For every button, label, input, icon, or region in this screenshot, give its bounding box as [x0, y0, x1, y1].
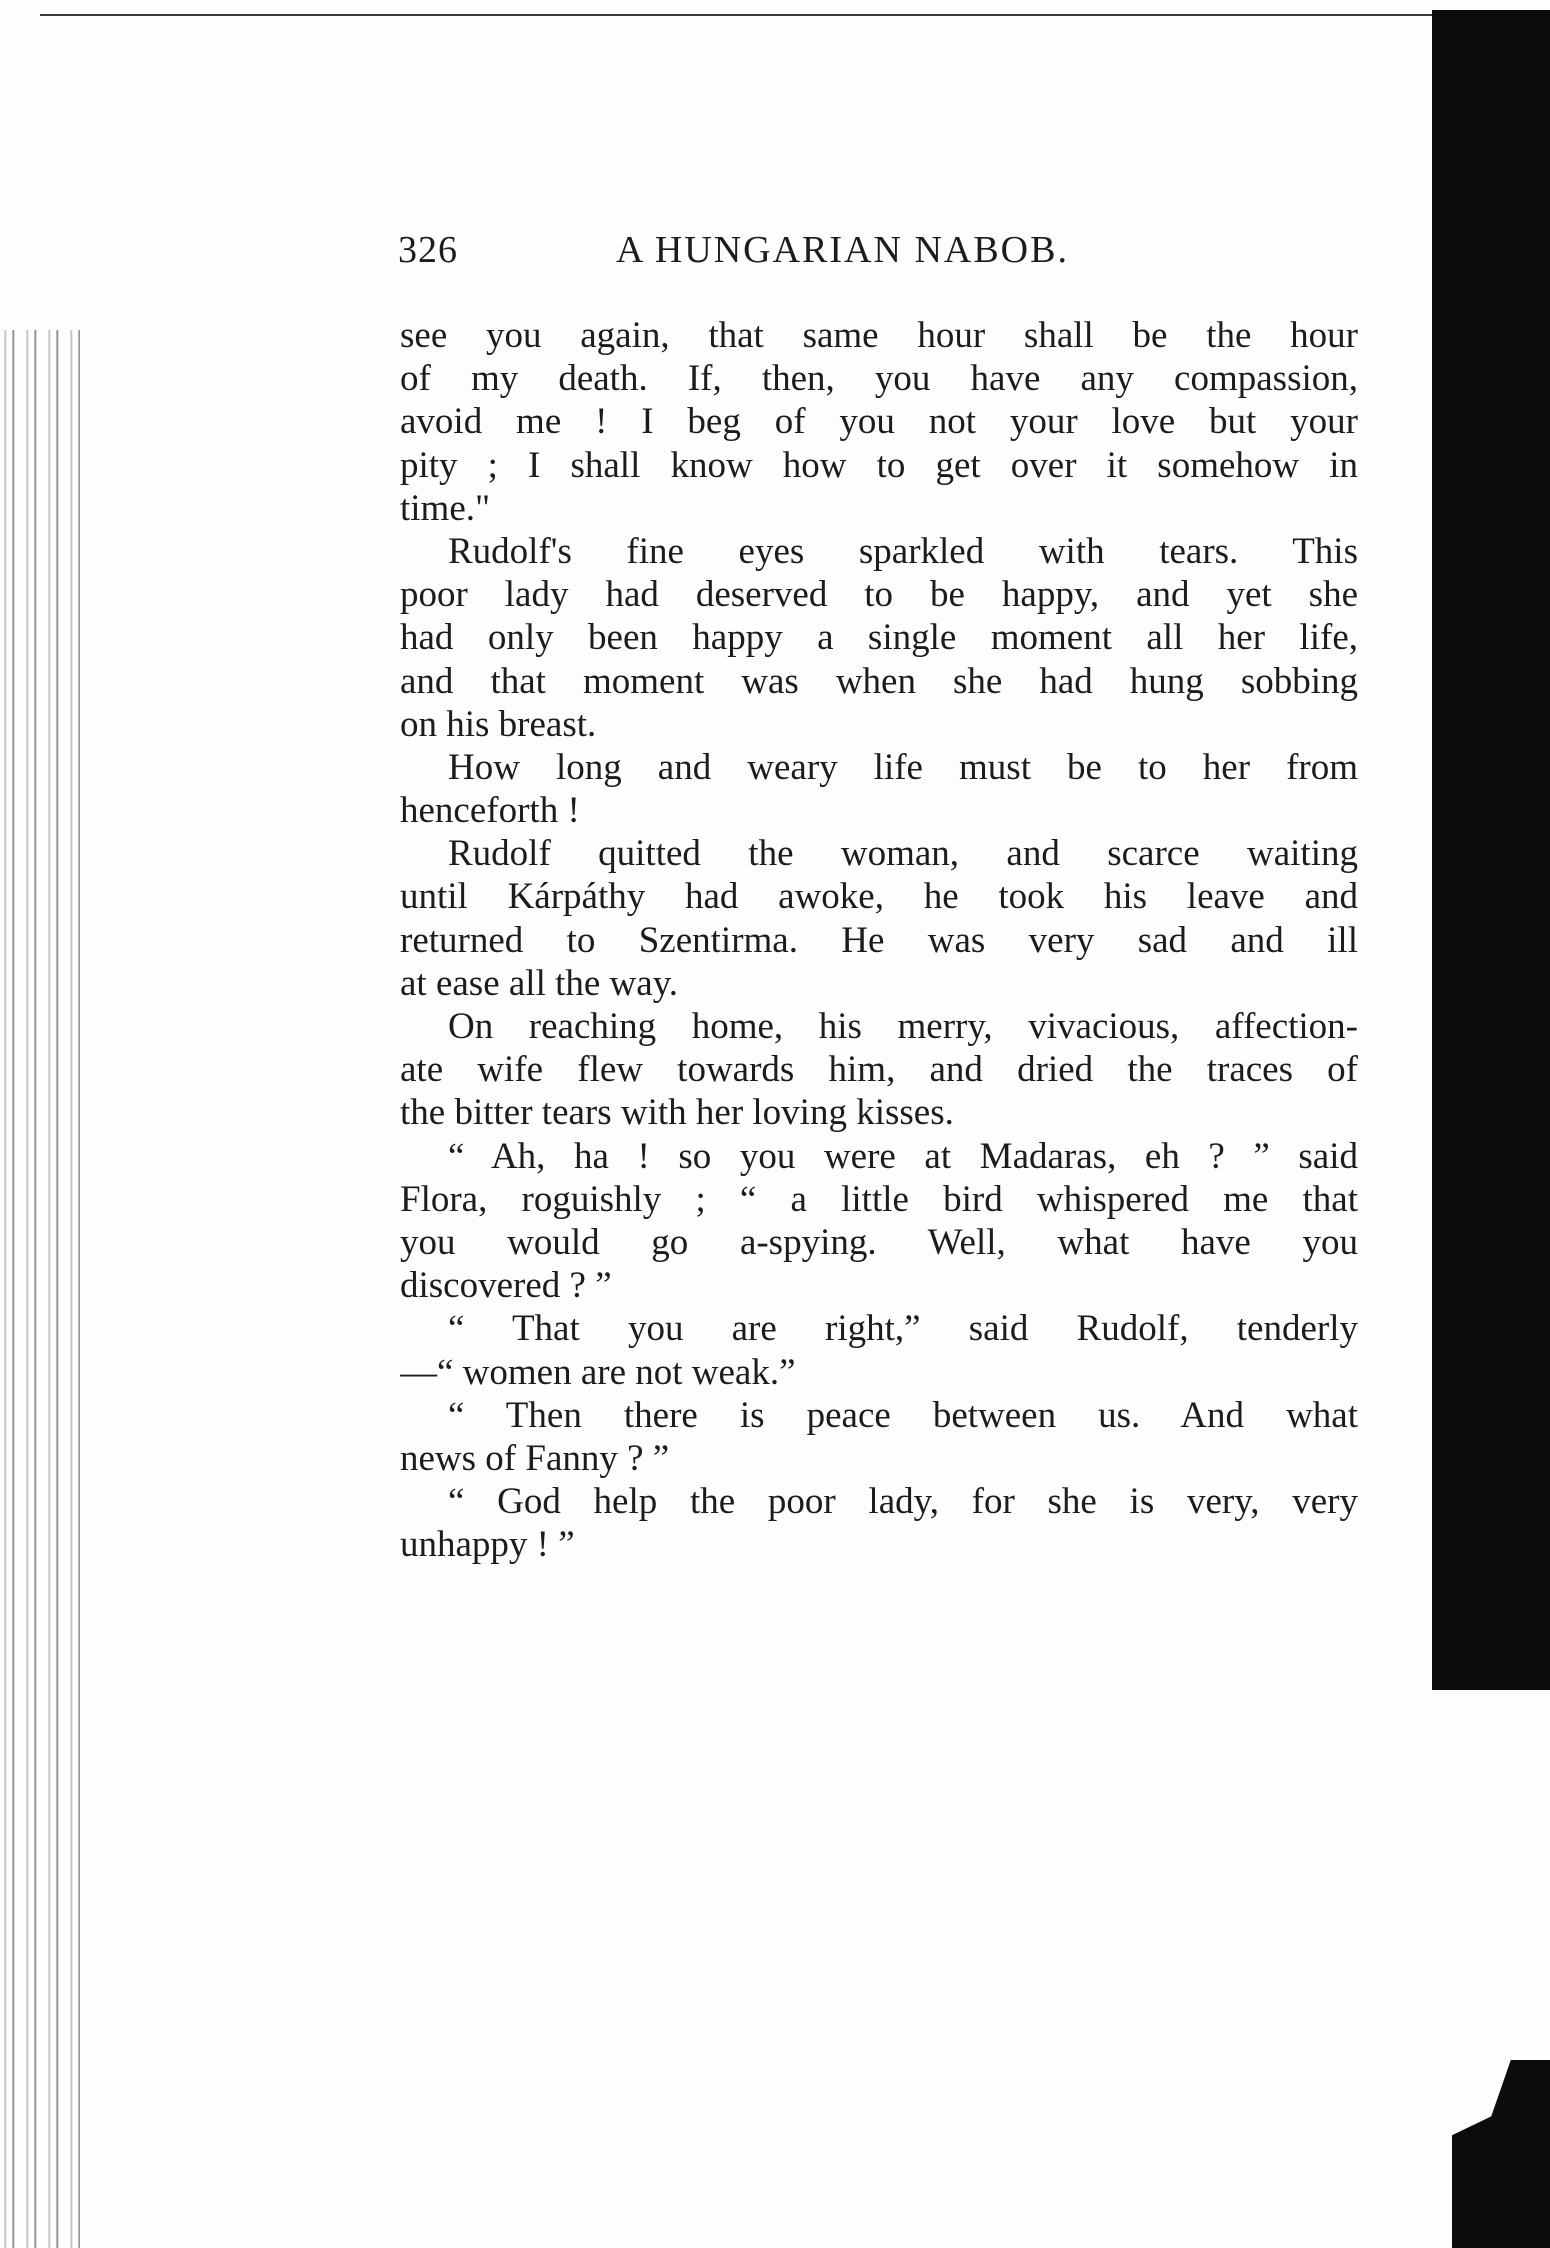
- text-line: see you again, that same hour shall be the hour: [400, 315, 1358, 356]
- text-line: Flora, roguishly ; “ a little bird whispered me that: [400, 1178, 1358, 1220]
- top-edge-rule: [40, 14, 1440, 16]
- text-line: henceforth !: [400, 790, 580, 832]
- running-header: [398, 228, 1358, 278]
- text-line: at ease all the way.: [400, 962, 679, 1004]
- text-line: unhappy ! ”: [400, 1524, 575, 1566]
- text-line: you would go a-spying. Well, what have you: [400, 1221, 1358, 1263]
- text-line: —“ women are not weak.”: [400, 1351, 796, 1393]
- text-line: “ God help the poor lady, for she is very, very: [448, 1481, 1358, 1523]
- text-line: On reaching home, his merry, vivacious, affection-: [448, 1006, 1358, 1047]
- text-line: ate wife flew towards him, and dried the traces of: [400, 1049, 1358, 1091]
- text-line: poor lady had deserved to be happy, and yet she: [400, 574, 1358, 616]
- body-text: [400, 314, 1358, 1566]
- text-line: until Kárpáthy had awoke, he took his leave and: [400, 876, 1358, 918]
- scan-edge-shadow-lower: [1452, 2060, 1550, 2248]
- text-line: the bitter tears with her loving kisses.: [400, 1092, 954, 1134]
- text-line: Rudolf quitted the woman, and scarce waiting: [448, 833, 1358, 875]
- text-line: returned to Szentirma. He was very sad and ill: [400, 919, 1358, 961]
- page-number: 326: [398, 229, 458, 271]
- scan-edge-shadow: [1432, 10, 1550, 1690]
- text-line: time.": [400, 487, 491, 529]
- text-line: news of Fanny ? ”: [400, 1437, 670, 1479]
- text-line: pity ; I shall know how to get over it somehow in: [400, 444, 1358, 486]
- text-line: had only been happy a single moment all her life,: [400, 617, 1358, 659]
- running-title: A HUNGARIAN NABOB.: [616, 229, 1069, 271]
- text-line: “ Ah, ha ! so you were at Madaras, eh ? ” said: [448, 1135, 1358, 1177]
- page-gutter-shadow: [0, 330, 80, 2248]
- text-line: of my death. If, then, you have any compassion,: [400, 358, 1358, 400]
- text-line: discovered ? ”: [400, 1265, 612, 1307]
- text-line: on his breast.: [400, 703, 597, 745]
- text-line: “ That you are right,” said Rudolf, tenderly: [448, 1308, 1358, 1350]
- text-line: “ Then there is peace between us. And what: [448, 1394, 1358, 1436]
- text-line: avoid me ! I beg of you not your love but your: [400, 401, 1358, 443]
- text-line: and that moment was when she had hung sobbing: [400, 660, 1358, 702]
- text-line: How long and weary life must be to her from: [448, 746, 1358, 788]
- text-line: Rudolf's fine eyes sparkled with tears. This: [448, 530, 1358, 572]
